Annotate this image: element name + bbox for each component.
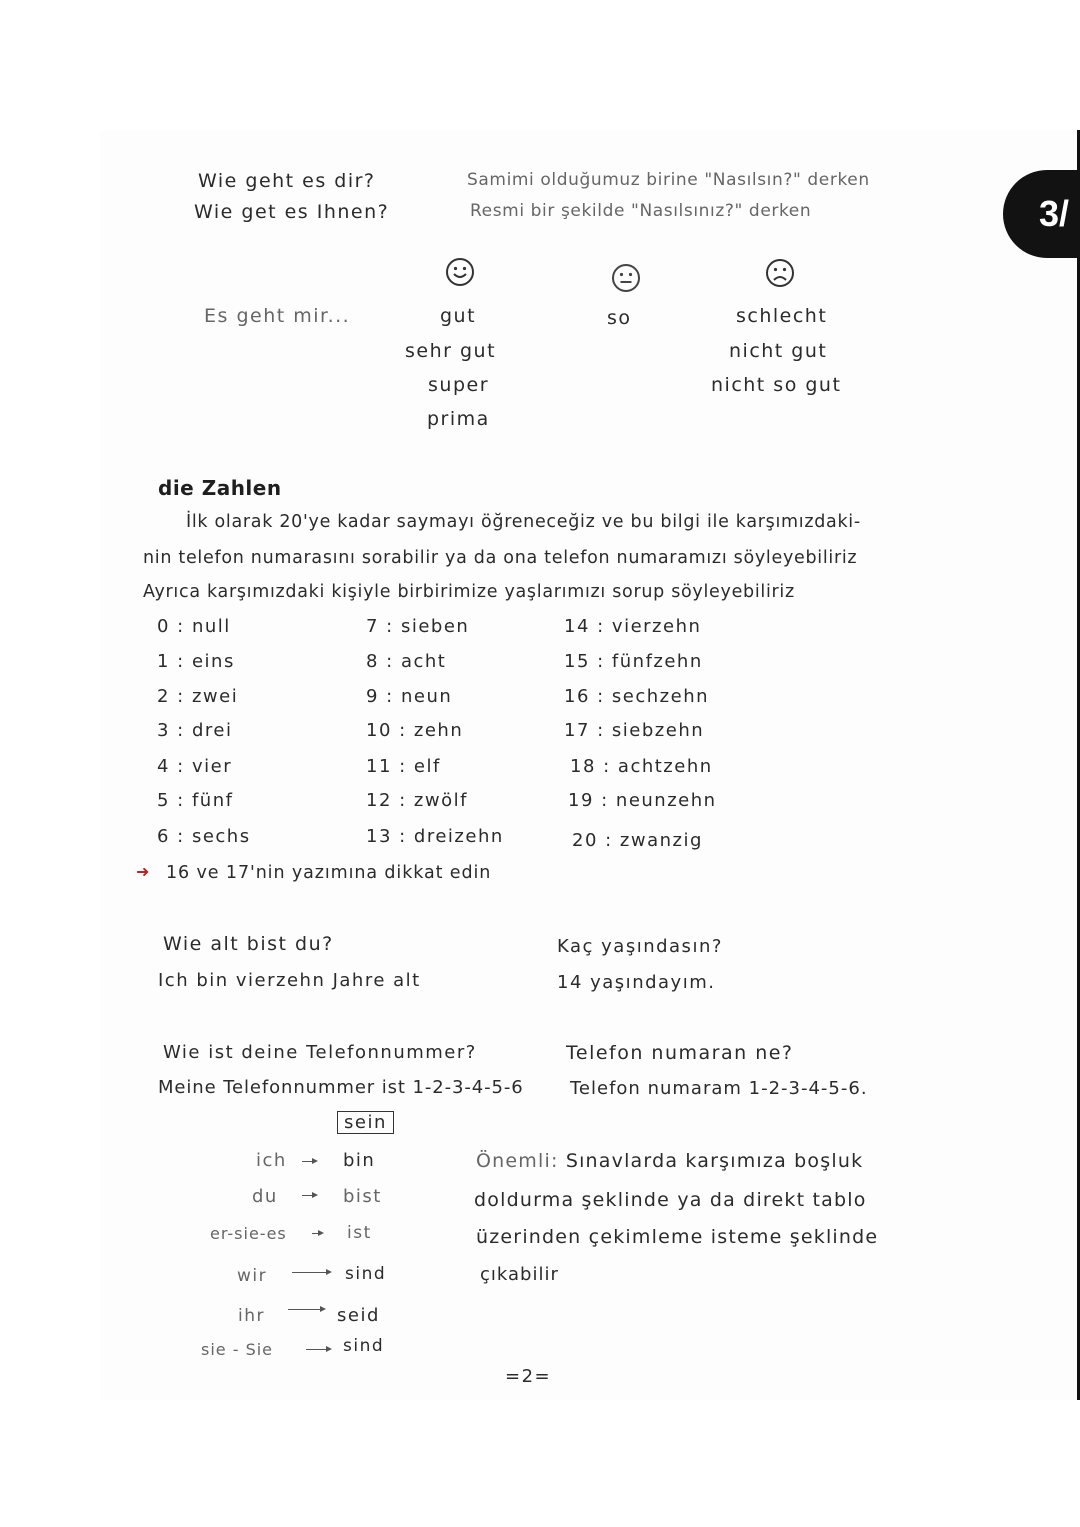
form-seid: seid	[337, 1305, 380, 1326]
important-label: Önemli:	[476, 1150, 559, 1172]
question-formal: Wie get es Ihnen?	[194, 201, 390, 223]
paragraph-line-1: İlk olarak 20'ye kadar saymayı öğreneceğiz ve bu bilgi ile karşımızdaki-	[186, 512, 861, 532]
number-item: 9 : neun	[366, 686, 453, 707]
phone-answer-de: Meine Telefonnummer ist 1-2-3-4-5-6	[158, 1077, 524, 1098]
pronoun-ihr: ihr	[238, 1306, 265, 1326]
pronoun-du: du	[252, 1186, 278, 1207]
number-item: 11 : elf	[366, 756, 441, 777]
arrow-right-icon	[288, 1309, 324, 1310]
number-item: 1 : eins	[157, 651, 235, 672]
number-item: 5 : fünf	[157, 790, 234, 811]
age-question-de: Wie alt bist du?	[163, 933, 334, 955]
page-number: =2=	[505, 1366, 552, 1387]
paragraph-line-2: nin telefon numarasını sorabilir ya da ona telefon numaramızı söyleyebiliriz	[143, 548, 858, 568]
number-item: 13 : dreizehn	[366, 826, 504, 847]
number-item: 14 : vierzehn	[564, 616, 702, 637]
answer-prefix: Es geht mir...	[204, 305, 351, 327]
form-sind-plural: sind	[343, 1336, 385, 1356]
number-item: 3 : drei	[157, 720, 233, 741]
smiley-happy-icon	[445, 257, 475, 287]
age-answer-de: Ich bin vierzehn Jahre alt	[158, 970, 421, 991]
form-sind: sind	[345, 1264, 387, 1284]
number-item: 10 : zehn	[366, 720, 464, 741]
number-item: 8 : acht	[366, 651, 447, 672]
answer-bad-3: nicht so gut	[711, 374, 842, 396]
number-item: 15 : fünfzehn	[564, 651, 703, 672]
smiley-sad-icon	[765, 258, 795, 288]
section-title-text: die Zahlen	[158, 476, 282, 500]
answer-neutral: so	[607, 307, 632, 329]
arrow-right-icon: ➜	[136, 862, 151, 881]
number-item: 4 : vier	[157, 756, 233, 777]
important-note-line-4: çıkabilir	[480, 1264, 559, 1285]
translation-formal: Resmi bir şekilde "Nasılsınız?" derken	[470, 201, 812, 221]
form-bist: bist	[343, 1186, 382, 1207]
answer-bad-2: nicht gut	[729, 340, 828, 362]
important-note-text: Sınavlarda karşımıza boşluk	[565, 1150, 864, 1172]
answer-good-1: gut	[440, 305, 477, 327]
number-item: 0 : null	[157, 616, 231, 637]
arrow-right-icon	[302, 1161, 316, 1162]
important-note-line-2: doldurma şeklinde ya da direkt tablo	[474, 1189, 867, 1211]
arrow-right-icon	[306, 1349, 330, 1350]
answer-good-2: sehr gut	[405, 340, 497, 362]
age-question-tr: Kaç yaşındasın?	[557, 936, 723, 957]
number-item: 16 : sechzehn	[564, 686, 710, 707]
paragraph-line-3: Ayrıca karşımızdaki kişiyle birbirimize yaşlarımızı sorup söyleyebiliriz	[143, 582, 795, 602]
pronoun-er-sie-es: er-sie-es	[210, 1224, 287, 1243]
translation-informal: Samimi olduğumuz birine "Nasılsın?" derken	[467, 170, 870, 190]
arrow-right-icon	[292, 1272, 330, 1273]
question-informal: Wie geht es dir?	[198, 170, 376, 192]
number-item: 7 : sieben	[366, 616, 470, 637]
form-bin: bin	[343, 1150, 376, 1171]
age-answer-tr: 14 yaşındayım.	[557, 972, 716, 993]
arrow-right-icon	[302, 1195, 316, 1196]
form-ist: ist	[347, 1223, 372, 1243]
sein-header-box: sein	[337, 1111, 394, 1134]
answer-good-4: prima	[427, 408, 490, 430]
page-indicator-badge: 3/	[1003, 170, 1080, 258]
number-item: 20 : zwanzig	[572, 830, 703, 851]
section-title	[158, 476, 282, 500]
answer-good-3: super	[428, 374, 490, 396]
arrow-right-icon	[312, 1233, 322, 1234]
phone-question-de: Wie ist deine Telefonnummer?	[163, 1042, 477, 1063]
pronoun-sie-Sie: sie - Sie	[201, 1340, 274, 1359]
phone-question-tr: Telefon numaran ne?	[566, 1042, 794, 1064]
smiley-neutral-icon	[611, 263, 641, 293]
pronoun-ich: ich	[256, 1150, 287, 1171]
number-item: 2 : zwei	[157, 686, 239, 707]
number-item: 6 : sechs	[157, 826, 251, 847]
number-item: 12 : zwölf	[366, 790, 468, 811]
number-item: 18 : achtzehn	[570, 756, 713, 777]
phone-answer-tr: Telefon numaram 1-2-3-4-5-6.	[570, 1078, 868, 1099]
number-item: 17 : siebzehn	[564, 720, 705, 741]
number-item: 19 : neunzehn	[568, 790, 717, 811]
spelling-note: 16 ve 17'nin yazımına dikkat edin	[166, 863, 492, 883]
important-note-line-3: üzerinden çekimleme isteme şeklinde	[476, 1226, 879, 1248]
pronoun-wir: wir	[237, 1266, 268, 1286]
important-note-line-1	[476, 1150, 863, 1172]
answer-bad-1: schlecht	[736, 305, 828, 327]
